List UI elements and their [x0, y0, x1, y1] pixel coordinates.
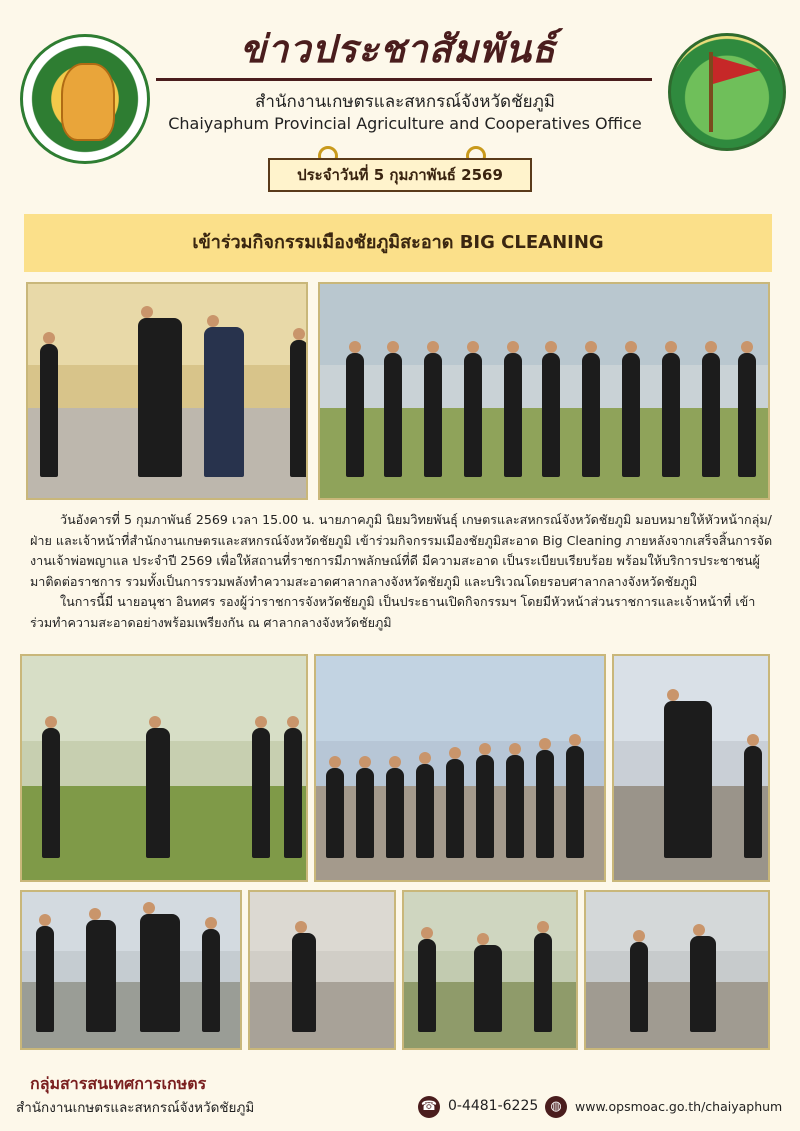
photo-sweeping-grass	[20, 654, 308, 882]
date-label: ประจำวันที่ 5 กุมภาพันธ์ 2569	[268, 158, 532, 192]
photo-sweeping-with-hat	[584, 890, 770, 1050]
title-divider	[156, 78, 652, 81]
globe-icon: ◍	[545, 1096, 567, 1118]
photo-woman-with-dustpan	[612, 654, 770, 882]
news-headline: เข้าร่วมกิจกรรมเมืองชัยภูมิสะอาด BIG CLEANING	[24, 214, 772, 272]
photo-crowd-on-road	[314, 654, 606, 882]
body-paragraph-2: ในการนี้มี นายอนุชา อินทศร รองผู้ว่าราชการจังหวัดชัยภูมิ เป็นประธานเปิดกิจกรรมฯ โดยมีหัวหน้าส่วนราชการและเจ้าหน้าที่ เข้าร่วมทำความสะอาดอย่างพร้อมเพรียงกัน ณ ศาลากลางจังหวัดชัยภูมิ	[30, 594, 756, 630]
office-name-english: Chaiyaphum Provincial Agriculture and Cooperatives Office	[168, 114, 642, 133]
office-name-thai: สำนักงานเกษตรและสหกรณ์จังหวัดชัยภูมิ	[254, 92, 556, 112]
photo-group-with-brooms	[318, 282, 770, 500]
footer-office: สำนักงานเกษตรและสหกรณ์จังหวัดชัยภูมิ	[16, 1100, 255, 1116]
photo-officials-standing	[26, 282, 308, 500]
photo-sweeping-near-car	[248, 890, 396, 1050]
footer-website[interactable]: www.opsmoac.go.th/chaiyaphum	[575, 1099, 783, 1114]
footer-department: กลุ่มสารสนเทศการเกษตร	[30, 1074, 207, 1093]
photo-staff-group	[20, 890, 242, 1050]
footer-phone[interactable]: 0-4481-6225	[448, 1098, 539, 1114]
body-paragraph-1: วันอังคารที่ 5 กุมภาพันธ์ 2569 เวลา 15.00 น. นายภาคภูมิ นิยมวิทยพันธุ์ เกษตรและสหกรณ์จังหวัดชัยภูมิ มอบหมายให้หัวหน้ากลุ่ม/ฝ่าย และเจ้าหน้าที่สำนักงานเกษตรและสหกรณ์จังหวัดชัยภูมิ เข้าร่วมกิจกรรมเมืองชัยภูมิสะอาด Big Cleaning ภายหลังจากเสร็จสิ้นการจัดงานเจ้าพ่อพญาแล ประจำปี 2569 เพื่อให้สถานที่ราชการมีภาพลักษณ์ที่ดี มีความสะอาด เป็นระเบียบเรียบร้อย พร้อมให้บริการประชาชนผู้มาติดต่อราชการ รวมทั้งเป็นการรวมพลังทำความสะอาดศาลากลางจังหวัดชัยภูมิ และบริเวณโดยรอบศาลากลางจังหวัดชัยภูมิ	[30, 512, 773, 589]
news-body	[30, 510, 774, 634]
ministry-seal-logo	[20, 34, 150, 164]
photo-collecting-trash	[402, 890, 578, 1050]
phone-icon: ☎	[418, 1096, 440, 1118]
page-title: ข่าวประชาสัมพันธ์	[239, 26, 557, 71]
province-seal-logo	[668, 33, 786, 151]
